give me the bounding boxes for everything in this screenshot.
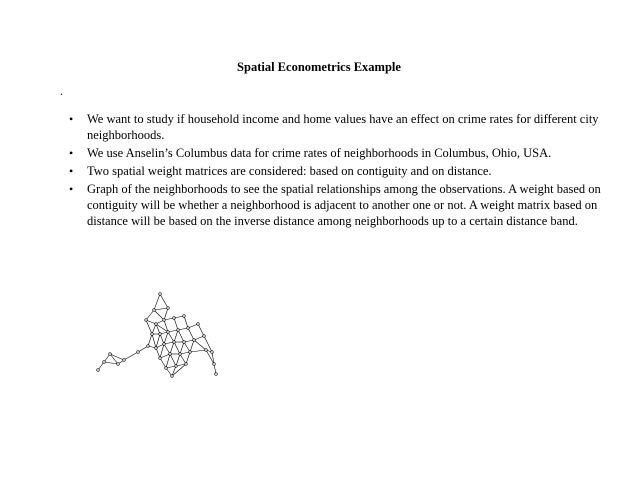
bullet-icon: • [69,146,74,160]
list-item [68,181,608,229]
neighborhood-graph [94,290,219,378]
bullet-text: We want to study if household income and home values have an effect on crime rates for different city neighborhoods. [87,112,599,142]
list-item [68,163,608,179]
list-item [68,145,608,161]
bullet-text: Graph of the neighborhoods to see the spatial relationships among the observations. A weight based on contiguity will be whether a neighborhood is adjacent to another one or not. A weight matrix based on distance will be based on the inverse distance among neighborhoods up to a certain distance band. [87,182,601,228]
bullet-icon: • [69,182,74,196]
graph-edges [98,294,216,376]
bullet-icon: • [69,164,74,178]
page-title: Spatial Econometrics Example [237,60,401,74]
bullet-list [68,111,608,231]
bullet-text: We use Anselin’s Columbus data for crime rates of neighborhoods in Columbus, Ohio, USA. [87,146,552,160]
bullet-text: Two spatial weight matrices are considered: based on contiguity and on distance. [87,164,492,178]
list-item [68,111,608,143]
stray-period: . [60,84,63,98]
graph-nodes [97,293,218,378]
bullet-icon: • [69,112,74,126]
